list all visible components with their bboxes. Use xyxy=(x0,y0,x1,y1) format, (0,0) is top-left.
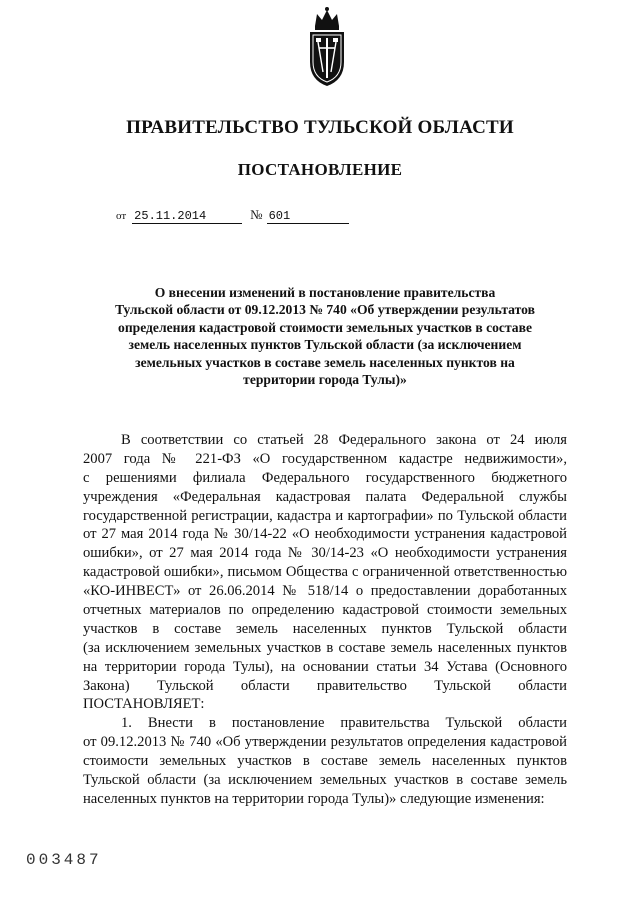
resolves-heading: ПОСТАНОВЛЯЕТ: xyxy=(83,696,205,713)
body-line: от 09.12.2013 № 740 «Об утверждении результатов определения кадастровой xyxy=(83,734,567,751)
number-label: № xyxy=(250,207,263,222)
title-line: Тульской области от 09.12.2013 № 740 «Об утверждении результатов xyxy=(115,302,535,318)
body-line: Закона) Тульской области правительство Тульской области xyxy=(83,677,567,694)
body-line: от 27 мая 2014 года № 30/14-22 «О необходимости устранения кадастровой xyxy=(83,526,567,543)
body-line: 2007 года № 221-ФЗ «О государственном кадастре недвижимости», xyxy=(83,450,567,467)
body-line: кадастровой ошибки», письмом Общества с ограниченной ответственностью xyxy=(83,564,567,581)
body-line: В соответствии со статьей 28 Федерального закона от 24 июля xyxy=(121,432,567,448)
body-line: стоимости земельных участков в составе земель населенных пунктов xyxy=(83,753,567,770)
title-line: О внесении изменений в постановление правительства xyxy=(154,285,496,300)
document-type: ПОСТАНОВЛЕНИЕ xyxy=(237,160,403,179)
body-line: ошибки», от 27 мая 2014 года № 30/14-23 «О необходимости устранения xyxy=(83,545,567,562)
body-line: с решениями филиала Федерального государственного бюджетного xyxy=(83,469,567,486)
body-line: «КО-ИНВЕСТ» от 26.06.2014 № 518/14 о предоставлении доработанных xyxy=(83,583,567,600)
document-date: 25.11.2014 xyxy=(132,209,242,224)
body-line: на территории города Тулы), на основании статьи 34 Устава (Основного xyxy=(83,658,567,675)
serial-number: 003487 xyxy=(26,851,102,869)
body-line: (за исключением земельных участков в составе земель населенных пунктов xyxy=(83,639,567,656)
body-line: учреждения «Федеральная кадастровая палата Федеральной службы xyxy=(83,488,567,505)
body-line: государственной регистрации, кадастра и картографии» по Тульской области xyxy=(83,507,567,524)
body-line: населенных пунктов на территории города Тулы)» следующие изменения: xyxy=(83,790,545,807)
title-line: территории города Тулы)» xyxy=(243,372,407,388)
body-line: 1. Внести в постановление правительства Тульской области xyxy=(121,715,567,732)
tula-coat-of-arms-icon xyxy=(306,6,348,88)
body-line: участков в составе земель населенных пунктов Тульской области xyxy=(83,620,567,637)
body-line: отчетных материалов по определению кадастровой стоимости земельных xyxy=(83,602,567,619)
organization-name: ПРАВИТЕЛЬСТВО ТУЛЬСКОЙ ОБЛАСТИ xyxy=(126,117,514,138)
body-line: Тульской области (за исключением земельных участков в составе земель xyxy=(83,772,567,789)
date-label: от xyxy=(116,210,127,222)
document-title xyxy=(95,284,555,388)
title-line: земельных участков в составе земель населенных пунктов на xyxy=(135,354,515,370)
title-line: определения кадастровой стоимости земельных участков в составе xyxy=(118,319,532,335)
date-number-line xyxy=(116,207,349,224)
document-body xyxy=(83,431,567,809)
document-number: 601 xyxy=(267,209,349,224)
title-line: земель населенных пунктов Тульской области (за исключением xyxy=(128,337,522,353)
